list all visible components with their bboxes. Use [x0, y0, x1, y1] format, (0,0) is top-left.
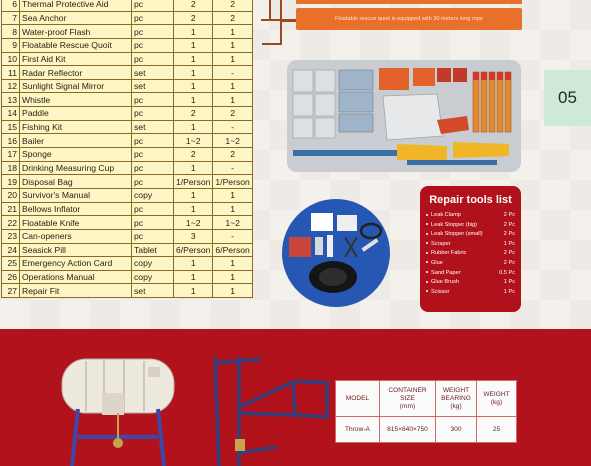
- cell-unit: pc: [132, 0, 174, 11]
- cell-q2: 1: [213, 270, 252, 284]
- cell-unit: pc: [132, 175, 174, 189]
- cell-no: 9: [2, 38, 20, 52]
- table-row: [2, 229, 253, 243]
- table-row: [2, 134, 253, 148]
- cell-name: Operations Manual: [20, 270, 132, 284]
- cell-no: 6: [2, 0, 20, 11]
- cell-q1: 1: [174, 188, 213, 202]
- list-item: [426, 278, 515, 288]
- bullet-icon: [426, 223, 428, 225]
- cell-weight-bearing: 300: [436, 417, 477, 443]
- cell-q2: 1: [213, 38, 252, 52]
- item-name-wrap: [426, 240, 451, 250]
- cell-q1: 1~2: [174, 134, 213, 148]
- cell-no: 15: [2, 120, 20, 134]
- cell-unit: pc: [132, 216, 174, 230]
- cell-unit: set: [132, 66, 174, 80]
- bullet-icon: [426, 261, 428, 263]
- item-qty: 0.5 Pc: [499, 269, 515, 276]
- cell-q2: 1: [213, 188, 252, 202]
- cell-name: Fishing Kit: [20, 120, 132, 134]
- table-row: [2, 257, 253, 271]
- table-row: [2, 120, 253, 134]
- cell-q2: 1: [213, 202, 252, 216]
- item-name: Scraper: [431, 240, 451, 247]
- cell-no: 20: [2, 188, 20, 202]
- item-name-wrap: [426, 221, 477, 231]
- cell-no: 21: [2, 202, 20, 216]
- cell-unit: pc: [132, 25, 174, 39]
- cell-name: Thermal Protective Aid: [20, 0, 132, 11]
- cell-container-size: 815×640×750: [380, 417, 436, 443]
- cell-q1: 1: [174, 93, 213, 107]
- cell-q2: 2: [213, 0, 252, 11]
- banner-text: Floatable rescue quoit is equipped with 30 meters long rope: [334, 16, 483, 22]
- cell-unit: pc: [132, 229, 174, 243]
- cell-q1: 1: [174, 79, 213, 93]
- cell-q2: 2: [213, 107, 252, 121]
- cell-name: Can-openers: [20, 229, 132, 243]
- cell-q2: 1~2: [213, 134, 252, 148]
- bullet-icon: [426, 233, 428, 235]
- cell-name: Seasick Pill: [20, 243, 132, 257]
- list-item: [426, 249, 515, 259]
- table-row: [2, 188, 253, 202]
- spec-table: [335, 380, 517, 443]
- cell-name: Water-proof Flash: [20, 25, 132, 39]
- equipment-table: [1, 0, 253, 298]
- cell-no: 8: [2, 25, 20, 39]
- repair-kit-photo: [273, 197, 400, 309]
- table-row: [2, 38, 253, 52]
- cell-no: 27: [2, 284, 20, 298]
- table-row: [2, 161, 253, 175]
- cell-q2: 2: [213, 11, 252, 25]
- item-qty: 2 Pc: [503, 221, 515, 228]
- launch-frame-illustration: [207, 353, 332, 466]
- bullet-icon: [426, 242, 428, 244]
- cell-no: 16: [2, 134, 20, 148]
- item-name-wrap: [426, 278, 459, 288]
- item-qty: 2 Pc: [503, 212, 515, 218]
- cell-q1: 1: [174, 52, 213, 66]
- cell-name: Bellows Inflator: [20, 202, 132, 216]
- connector-line: [280, 0, 282, 44]
- cell-q2: 1: [213, 93, 252, 107]
- item-qty: 1 Pc: [503, 288, 515, 295]
- cell-unit: pc: [132, 148, 174, 162]
- raft-container-photo: [58, 353, 178, 466]
- banner-strip: [296, 0, 522, 4]
- item-name: Sand Paper: [431, 269, 461, 276]
- cell-q2: 1: [213, 79, 252, 93]
- cell-q2: -: [213, 120, 252, 134]
- header-weight: WEIGHT (kg): [477, 381, 517, 417]
- cell-q2: -: [213, 229, 252, 243]
- table-row: [2, 0, 253, 11]
- list-item: [426, 269, 515, 279]
- table-row: [2, 243, 253, 257]
- table-row: [2, 52, 253, 66]
- cell-q1: 6/Person: [174, 243, 213, 257]
- bullet-icon: [426, 214, 428, 216]
- item-qty: 2 Pc: [503, 231, 515, 238]
- cell-unit: pc: [132, 202, 174, 216]
- cell-unit: copy: [132, 257, 174, 271]
- cell-q2: 1/Person: [213, 175, 252, 189]
- cell-name: Sponge: [20, 148, 132, 162]
- cell-q1: 1/Person: [174, 175, 213, 189]
- item-name: Leak Clamp: [431, 212, 461, 218]
- table-row: [2, 270, 253, 284]
- item-qty: 1 Pc: [503, 279, 515, 286]
- cell-unit: Tablet: [132, 243, 174, 257]
- cell-no: 11: [2, 66, 20, 80]
- cell-unit: pc: [132, 11, 174, 25]
- cell-q1: 2: [174, 11, 213, 25]
- cell-name: Emergency Action Card: [20, 257, 132, 271]
- cell-no: 14: [2, 107, 20, 121]
- list-item: [426, 240, 515, 250]
- cell-no: 26: [2, 270, 20, 284]
- table-row: [2, 11, 253, 25]
- cell-no: 17: [2, 148, 20, 162]
- cell-q1: 1: [174, 284, 213, 298]
- cell-no: 7: [2, 11, 20, 25]
- cell-unit: copy: [132, 188, 174, 202]
- item-name-wrap: [426, 269, 461, 279]
- cell-unit: pc: [132, 93, 174, 107]
- list-item: [426, 211, 515, 221]
- table-row: [2, 66, 253, 80]
- cell-name: Paddle: [20, 107, 132, 121]
- cell-no: 12: [2, 79, 20, 93]
- table-row: [2, 79, 253, 93]
- cell-weight: 25: [477, 417, 517, 443]
- cell-name: Survivor's Manual: [20, 188, 132, 202]
- item-name-wrap: [426, 249, 466, 259]
- survival-kit-photo: [287, 60, 521, 172]
- cell-name: Sunlight Signal Mirror: [20, 79, 132, 93]
- cell-q2: 1: [213, 257, 252, 271]
- list-item: [426, 288, 515, 298]
- survival-kit-illustration: [287, 60, 521, 172]
- bullet-icon: [426, 290, 428, 292]
- cell-q1: 1: [174, 161, 213, 175]
- raft-container-illustration: [58, 353, 178, 466]
- cell-q1: 3: [174, 229, 213, 243]
- header-container-size: CONTAINER SIZE (mm): [380, 381, 436, 417]
- cell-name: Floatable Rescue Quoit: [20, 38, 132, 52]
- item-name: Leak Stopper (small): [431, 231, 483, 238]
- cell-name: Radar Reflector: [20, 66, 132, 80]
- cell-name: Sea Anchor: [20, 11, 132, 25]
- table-row: [2, 107, 253, 121]
- cell-model: Throw-A: [336, 417, 380, 443]
- item-qty: 2 Pc: [503, 259, 515, 266]
- connector-line: [282, 20, 297, 22]
- repair-tools-title: Repair tools list: [429, 194, 512, 206]
- page-number: 05: [558, 88, 577, 107]
- item-name-wrap: [426, 211, 461, 221]
- cell-unit: set: [132, 79, 174, 93]
- table-row: [2, 175, 253, 189]
- cell-no: 10: [2, 52, 20, 66]
- table-row: [2, 216, 253, 230]
- cell-q2: -: [213, 66, 252, 80]
- cell-q2: -: [213, 161, 252, 175]
- cell-unit: pc: [132, 107, 174, 121]
- cell-q2: 1: [213, 284, 252, 298]
- cell-no: 23: [2, 229, 20, 243]
- repair-tools-panel: [420, 186, 521, 312]
- cell-no: 22: [2, 216, 20, 230]
- list-item: [426, 259, 515, 269]
- header-model: MODEL: [336, 381, 380, 417]
- bullet-icon: [426, 281, 428, 283]
- connector-line: [262, 43, 282, 45]
- cell-name: Floatable Knife: [20, 216, 132, 230]
- cell-q2: 1: [213, 52, 252, 66]
- cell-no: 24: [2, 243, 20, 257]
- quoit-note-banner: [296, 8, 522, 30]
- cell-unit: pc: [132, 161, 174, 175]
- cell-q1: 1: [174, 66, 213, 80]
- cell-q2: 2: [213, 148, 252, 162]
- item-qty: 2 Pc: [503, 250, 515, 257]
- list-item: [426, 221, 515, 231]
- item-name: Leak Stopper (big): [431, 221, 478, 228]
- cell-name: Disposal Bag: [20, 175, 132, 189]
- item-name: Glue Brush: [431, 279, 459, 286]
- spec-header-row: [336, 381, 517, 417]
- table-row: [2, 284, 253, 298]
- table-row: [2, 93, 253, 107]
- cell-no: 25: [2, 257, 20, 271]
- cell-name: Bailer: [20, 134, 132, 148]
- cell-name: Whistle: [20, 93, 132, 107]
- cell-q2: 1~2: [213, 216, 252, 230]
- cell-q1: 1~2: [174, 216, 213, 230]
- spec-data-row: [336, 417, 517, 443]
- equipment-table-body: [2, 0, 253, 298]
- cell-q1: 2: [174, 0, 213, 11]
- table-row: [2, 25, 253, 39]
- cell-q2: 6/Person: [213, 243, 252, 257]
- bullet-icon: [426, 252, 428, 254]
- repair-tools-list: [420, 211, 521, 297]
- table-row: [2, 148, 253, 162]
- cell-unit: set: [132, 284, 174, 298]
- cell-q1: 1: [174, 270, 213, 284]
- cell-unit: pc: [132, 38, 174, 52]
- item-name-wrap: [426, 259, 443, 269]
- list-item: [426, 230, 515, 240]
- cell-unit: set: [132, 120, 174, 134]
- cell-unit: pc: [132, 134, 174, 148]
- cell-q1: 1: [174, 257, 213, 271]
- item-qty: 1 Pc: [503, 240, 515, 247]
- cell-no: 13: [2, 93, 20, 107]
- item-name: Glue: [431, 259, 443, 266]
- item-name: Rubber Fabric: [431, 250, 467, 257]
- launch-frame-photo: [207, 353, 332, 466]
- table-row: [2, 202, 253, 216]
- item-name-wrap: [426, 230, 483, 240]
- header-weight-bearing: WEIGHT BEARING (kg): [436, 381, 477, 417]
- cell-q1: 1: [174, 202, 213, 216]
- connector-line: [269, 0, 271, 20]
- cell-no: 18: [2, 161, 20, 175]
- repair-kit-illustration: [273, 197, 400, 309]
- bullet-icon: [426, 271, 428, 273]
- cell-unit: copy: [132, 270, 174, 284]
- page-number-tab: [544, 70, 591, 126]
- cell-q2: 1: [213, 25, 252, 39]
- cell-q1: 2: [174, 148, 213, 162]
- cell-q1: 1: [174, 120, 213, 134]
- cell-name: First Aid Kit: [20, 52, 132, 66]
- cell-q1: 2: [174, 107, 213, 121]
- cell-name: Drinking Measuring Cup: [20, 161, 132, 175]
- cell-no: 19: [2, 175, 20, 189]
- item-name: Scissor: [431, 288, 450, 295]
- cell-unit: pc: [132, 52, 174, 66]
- cell-q1: 1: [174, 25, 213, 39]
- cell-q1: 1: [174, 38, 213, 52]
- item-name-wrap: [426, 288, 449, 298]
- cell-name: Repair Fit: [20, 284, 132, 298]
